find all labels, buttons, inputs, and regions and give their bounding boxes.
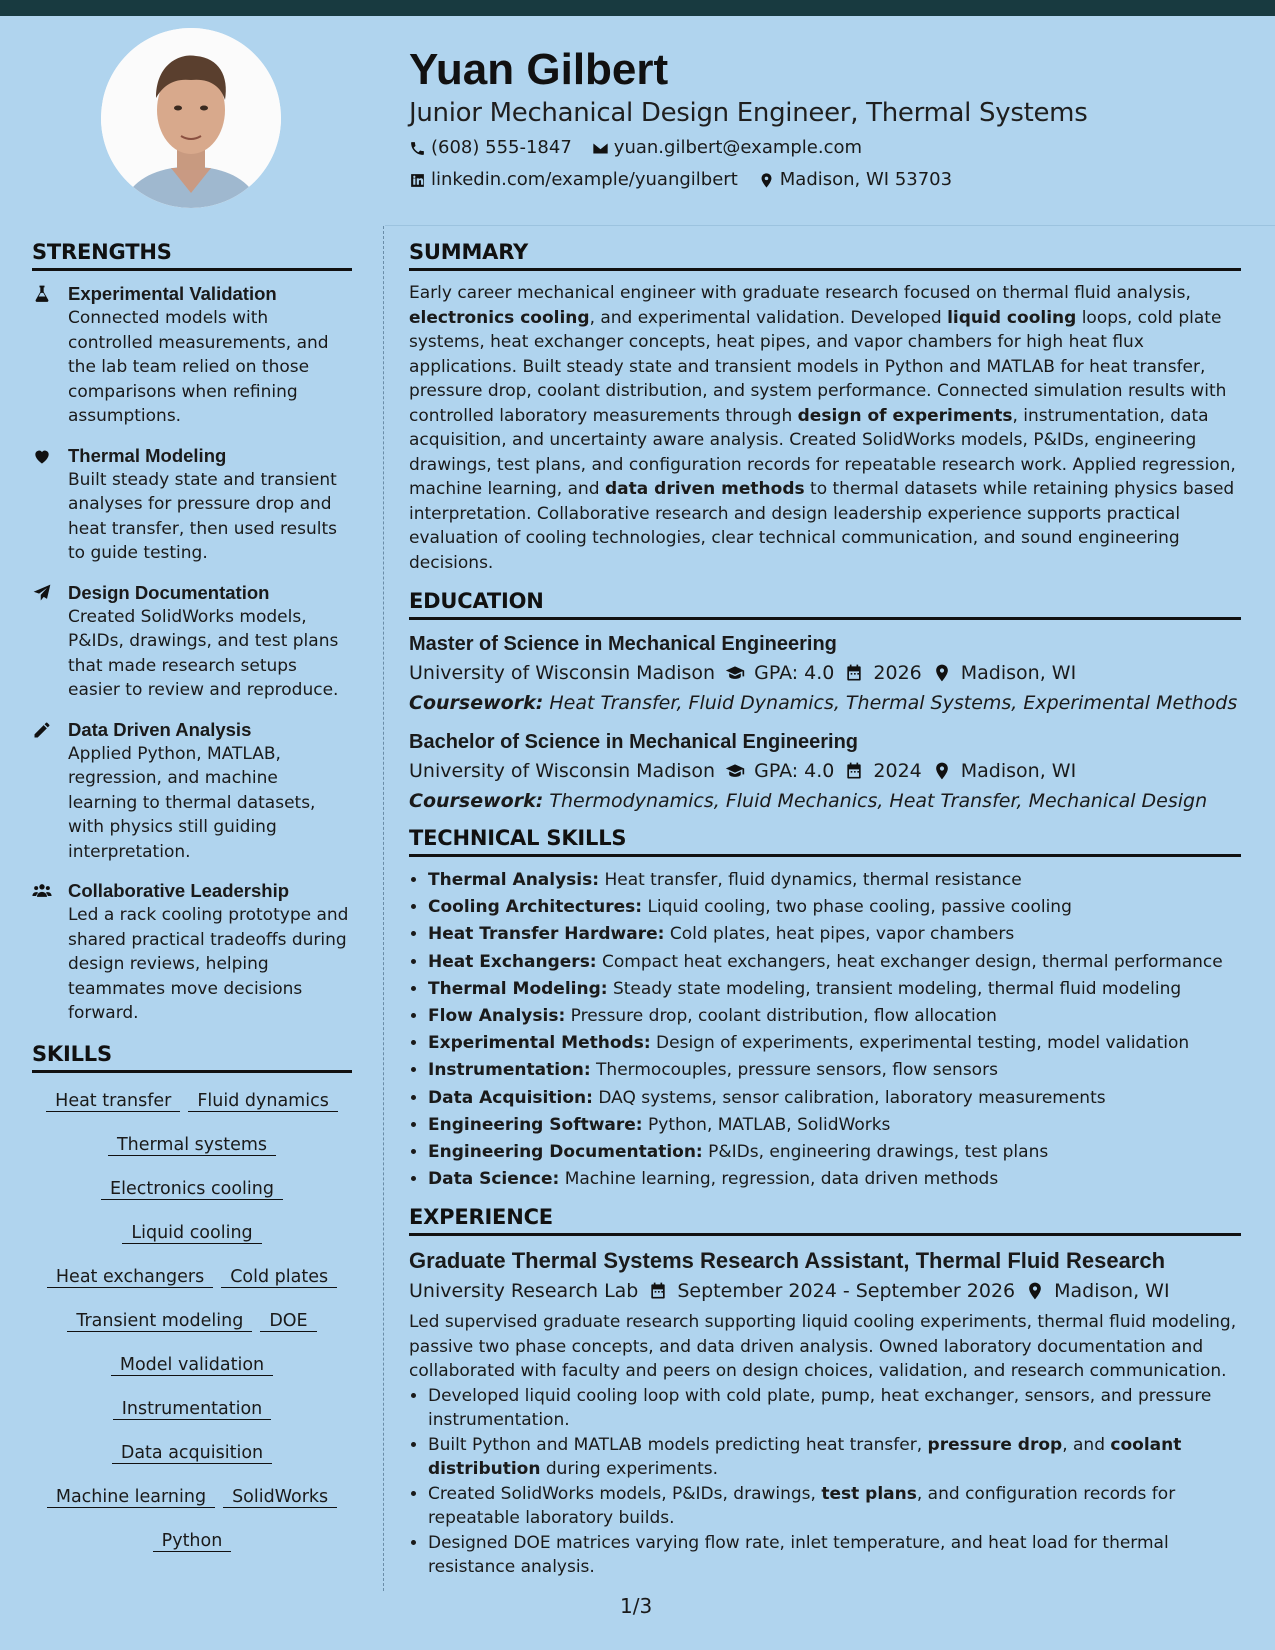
- calendar-icon: [648, 1281, 668, 1301]
- technical-skill-item: [428, 894, 1241, 921]
- bullet-keyword: test plans: [821, 1483, 917, 1504]
- technical-skill-item: [428, 1030, 1241, 1057]
- pencil-icon: [32, 717, 68, 865]
- skill-tag: [219, 1485, 341, 1509]
- skill-tag: [97, 1177, 287, 1201]
- bullet-keyword: coolant distribution: [428, 1434, 1182, 1480]
- education-list: [409, 630, 1241, 816]
- bullet-fragment: during experiments.: [540, 1459, 719, 1480]
- technical-skill-text: Thermocouples, pressure sensors, flow sensors: [596, 1060, 998, 1081]
- linkedin-contact[interactable]: [409, 164, 738, 196]
- technical-skill-label: Experimental Methods:: [428, 1033, 651, 1054]
- skill-label: Thermal systems: [108, 1135, 276, 1156]
- strength-title: Collaborative Leadership: [68, 880, 290, 901]
- graduation-cap-icon: [725, 761, 745, 781]
- map-pin-icon: [932, 761, 952, 781]
- coursework-list: Thermodynamics, Fluid Mechanics, Heat Transfer, Mechanical Design: [549, 790, 1208, 812]
- skill-tag: [256, 1309, 320, 1333]
- technical-skill-label: Heat Exchangers:: [428, 951, 597, 972]
- experience-bullet: [428, 1433, 1241, 1482]
- experience-bullet: [428, 1384, 1241, 1433]
- experience-bullet: [428, 1531, 1241, 1580]
- heart-icon: [32, 443, 68, 566]
- experience-bullet: [428, 1482, 1241, 1531]
- left-column: [32, 240, 352, 1553]
- education-entry: [409, 630, 1241, 718]
- technical-skill-label: Thermal Analysis:: [428, 870, 600, 890]
- degree-title: Bachelor of Science in Mechanical Engineering: [409, 731, 859, 753]
- technical-skills-list: [409, 867, 1241, 1193]
- summary-keyword: electronics cooling: [409, 307, 590, 328]
- school-name: University of Wisconsin Madison: [409, 662, 716, 684]
- experience-meta: [409, 1276, 1241, 1306]
- contact-row-2: [409, 164, 1249, 196]
- skill-tag: [104, 1133, 280, 1157]
- skill-tag: [109, 1397, 276, 1421]
- paper-plane-icon: [32, 580, 68, 703]
- skill-label: Liquid cooling: [122, 1223, 261, 1244]
- technical-skill-text: Steady state modeling, transient modeling, thermal fluid modeling: [612, 978, 1182, 999]
- coursework: [409, 688, 1241, 718]
- map-pin-icon: [932, 663, 952, 683]
- technical-skill-text: Machine learning, regression, data driven methods: [564, 1169, 999, 1190]
- resume-header: [409, 44, 1249, 196]
- technical-skill-item: [428, 1003, 1241, 1030]
- strength-item: [32, 580, 352, 703]
- skill-tag: [107, 1353, 277, 1377]
- strength-body: [68, 878, 352, 1026]
- technical-skill-label: Engineering Documentation:: [428, 1142, 703, 1163]
- right-column: [409, 240, 1241, 1580]
- bullet-keyword: pressure drop: [927, 1434, 1063, 1455]
- technical-skill-label: Flow Analysis:: [428, 1006, 566, 1027]
- profile-photo: [101, 28, 281, 208]
- email-contact[interactable]: [592, 132, 862, 164]
- coursework: [409, 786, 1241, 816]
- technical-skill-text: Compact heat exchangers, heat exchanger design, thermal performance: [602, 951, 1223, 972]
- technical-skill-item: [428, 949, 1241, 976]
- summary-heading: SUMMARY: [409, 240, 1241, 271]
- skill-tag: [63, 1309, 256, 1333]
- strength-description: Led a rack cooling prototype and shared practical tradeoffs during design reviews, helping teammates move decisions forward.: [68, 905, 349, 1023]
- header-divider: [385, 225, 1275, 226]
- skill-label: DOE: [260, 1311, 316, 1332]
- location-text: Madison, WI 53703: [779, 169, 953, 190]
- technical-skill-item: [428, 1085, 1241, 1112]
- skill-label: SolidWorks: [223, 1487, 337, 1508]
- summary-fragment: loops, cold plate systems, heat exchanger concepts, heat pipes, and vapor chambers for high heat flux applications. Built steady state and transient models in Python and MATLAB for heat transfer, pressure drop, coolant distribution, and system performance. Connected simulation results with controlled laboratory measurements through: [409, 307, 1227, 426]
- technical-skill-label: Data Science:: [428, 1169, 560, 1190]
- graduation-year: 2026: [873, 662, 922, 684]
- summary-keyword: data driven methods: [605, 479, 805, 499]
- technical-skill-item: [428, 867, 1241, 894]
- strength-title: Design Documentation: [68, 581, 270, 603]
- strength-body: [68, 443, 352, 566]
- technical-skill-text: Pressure drop, coolant distribution, flow allocation: [570, 1006, 997, 1027]
- technical-skill-item: [428, 1057, 1241, 1084]
- technical-skill-label: Engineering Software:: [428, 1114, 643, 1135]
- phone-icon: [409, 140, 426, 157]
- summary-keyword: liquid cooling: [947, 307, 1077, 328]
- flask-icon: [32, 281, 68, 429]
- strength-description: Applied Python, MATLAB, regression, and machine learning to thermal datasets, with physics still guiding interpretation.: [68, 743, 316, 862]
- skill-label: Machine learning: [47, 1487, 215, 1508]
- skill-tag: [43, 1265, 217, 1289]
- bullet-fragment: Created SolidWorks models, P&IDs, drawings,: [428, 1483, 822, 1504]
- linkedin-icon: [409, 172, 426, 189]
- summary-fragment: to thermal datasets while retaining physics based interpretation. Collaborative research and design leadership experience supports practical evaluation of cooling technologies, clear technical communication, and sound engineering decisions.: [409, 479, 1235, 573]
- summary-fragment: , instrumentation, data acquisition, and uncertainty aware analysis. Created SolidWorks models, P&IDs, engineering drawings, test plans, and configuration records for repeatable research work. Applied regression, machine learning, and: [409, 405, 1236, 499]
- graduation-cap-icon: [725, 663, 745, 683]
- envelope-icon: [592, 140, 609, 157]
- location-contact: [758, 164, 952, 196]
- strength-title: Thermal Modeling: [68, 444, 227, 466]
- technical-skill-text: Liquid cooling, two phase cooling, passive cooling: [647, 897, 1072, 918]
- technical-skill-text: DAQ systems, sensor calibration, laboratory measurements: [598, 1087, 1106, 1108]
- technical-skill-item: [428, 1112, 1241, 1139]
- technical-skill-text: Heat transfer, fluid dynamics, thermal resistance: [604, 870, 1022, 890]
- technical-skill-text: Design of experiments, experimental testing, model validation: [656, 1033, 1190, 1054]
- linkedin-text: linkedin.com/example/yuangilbert: [431, 169, 738, 190]
- experience-org: University Research Lab: [409, 1280, 639, 1303]
- bullet-fragment: Designed DOE matrices varying flow rate, inlet temperature, and heat load for thermal resistance analysis.: [428, 1532, 1169, 1578]
- bullet-fragment: Built Python and MATLAB models predicting heat transfer,: [428, 1434, 928, 1455]
- bullet-fragment: , and configuration records for repeatable laboratory builds.: [428, 1483, 1176, 1529]
- strength-body: [68, 580, 352, 703]
- map-pin-icon: [1025, 1281, 1045, 1301]
- page-number: 1/3: [620, 1594, 653, 1618]
- education-meta: [409, 756, 1241, 786]
- skill-tag: [217, 1265, 341, 1289]
- strength-item: [32, 878, 352, 1026]
- graduation-year: 2024: [873, 760, 922, 782]
- experience-dates: September 2024 - September 2026: [677, 1280, 1016, 1303]
- strength-item: [32, 443, 352, 566]
- experience-bullets: [409, 1384, 1241, 1580]
- strength-body: [68, 281, 352, 429]
- skill-label: Data acquisition: [112, 1443, 272, 1464]
- skill-label: Fluid dynamics: [188, 1091, 337, 1112]
- skill-label: Transient modeling: [67, 1311, 252, 1332]
- technical-skill-item: [428, 1139, 1241, 1166]
- summary-fragment: Early career mechanical engineer with graduate research focused on thermal fluid analysis,: [409, 283, 1191, 303]
- users-icon: [32, 878, 68, 1026]
- column-divider: [383, 226, 384, 1591]
- experience-location: Madison, WI: [1054, 1280, 1170, 1303]
- technical-skill-item: [428, 921, 1241, 948]
- strength-title: Experimental Validation: [68, 283, 277, 304]
- education-heading: EDUCATION: [409, 589, 1241, 620]
- skills-list: [32, 1089, 352, 1553]
- summary-fragment: , and experimental validation. Developed: [589, 307, 948, 328]
- strengths-heading: STRENGTHS: [32, 240, 352, 271]
- strength-item: [32, 717, 352, 865]
- skill-tag: [118, 1221, 265, 1245]
- school-location: Madison, WI: [960, 760, 1077, 782]
- skill-label: Heat transfer: [46, 1091, 180, 1112]
- strength-description: Created SolidWorks models, P&IDs, drawings, and test plans that made research setups easier to review and reproduce.: [68, 606, 339, 700]
- technical-skill-label: Data Acquisition:: [428, 1087, 593, 1108]
- bullet-fragment: , and: [1062, 1434, 1111, 1455]
- calendar-icon: [844, 761, 864, 781]
- strength-description: Connected models with controlled measurements, and the lab team relied on those comparisons when refining assumptions.: [68, 308, 329, 426]
- coursework-label: Coursework:: [409, 692, 544, 714]
- experience-description: Led supervised graduate research supporting liquid cooling experiments, thermal fluid modeling, passive two phase concepts, and data driven analysis. Owned laboratory documentation and collaborated with faculty and peers on design choices, validation, and research communication.: [409, 1312, 1237, 1382]
- skill-label: Electronics cooling: [101, 1179, 283, 1200]
- coursework-list: Heat Transfer, Fluid Dynamics, Thermal Systems, Experimental Methods: [549, 692, 1238, 714]
- summary-keyword: design of experiments: [797, 405, 1013, 426]
- calendar-icon: [844, 663, 864, 683]
- skill-tag: [184, 1089, 341, 1113]
- technical-skill-label: Heat Transfer Hardware:: [428, 924, 665, 945]
- technical-skill-text: Python, MATLAB, SolidWorks: [648, 1114, 891, 1135]
- coursework-label: Coursework:: [409, 790, 544, 812]
- technical-skill-item: [428, 1166, 1241, 1193]
- technical-skill-text: P&IDs, engineering drawings, test plans: [708, 1142, 1049, 1163]
- job-title: Junior Mechanical Design Engineer, Thermal Systems: [409, 98, 1088, 128]
- top-bar: [0, 0, 1275, 16]
- technical-skill-text: Cold plates, heat pipes, vapor chambers: [669, 924, 1015, 945]
- degree-title: Master of Science in Mechanical Engineering: [409, 633, 837, 655]
- gpa: GPA: 4.0: [754, 760, 835, 782]
- experience-title: Graduate Thermal Systems Research Assistant, Thermal Fluid Research: [409, 1248, 1166, 1274]
- skill-label: Model validation: [111, 1355, 273, 1376]
- candidate-name: Yuan Gilbert: [409, 45, 669, 94]
- strengths-list: [32, 281, 352, 1026]
- skill-label: Heat exchangers: [47, 1267, 213, 1288]
- skill-tag: [42, 1089, 184, 1113]
- contact-row-1: [409, 132, 1249, 164]
- phone-contact[interactable]: [409, 132, 572, 164]
- technical-skill-item: [428, 976, 1241, 1003]
- strength-description: Built steady state and transient analyses for pressure drop and heat transfer, then used results to guide testing.: [68, 469, 337, 563]
- education-entry: [409, 728, 1241, 816]
- school-location: Madison, WI: [960, 662, 1077, 684]
- skill-label: Cold plates: [221, 1267, 337, 1288]
- technical-skill-label: Cooling Architectures:: [428, 897, 643, 918]
- skill-tag: [149, 1529, 236, 1553]
- experience-heading: EXPERIENCE: [409, 1205, 1241, 1236]
- strength-title: Data Driven Analysis: [68, 718, 252, 740]
- education-meta: [409, 658, 1241, 688]
- technical-skill-label: Instrumentation:: [428, 1060, 591, 1081]
- technical-skill-label: Thermal Modeling:: [428, 978, 608, 999]
- strength-body: [68, 717, 352, 865]
- email-text: yuan.gilbert@example.com: [613, 137, 863, 158]
- skill-tag: [43, 1485, 219, 1509]
- summary-text: [409, 281, 1241, 575]
- skill-tag: [108, 1441, 276, 1465]
- skills-heading: SKILLS: [32, 1042, 352, 1073]
- bullet-fragment: Developed liquid cooling loop with cold plate, pump, heat exchanger, sensors, and pressure instrumentation.: [428, 1385, 1212, 1431]
- skill-label: Instrumentation: [113, 1399, 272, 1420]
- skill-label: Python: [153, 1531, 232, 1552]
- phone-text: (608) 555-1847: [431, 137, 572, 158]
- map-pin-icon: [758, 172, 775, 189]
- strength-item: [32, 281, 352, 429]
- technical-skills-heading: TECHNICAL SKILLS: [409, 826, 1241, 857]
- school-name: University of Wisconsin Madison: [409, 760, 716, 782]
- gpa: GPA: 4.0: [754, 662, 835, 684]
